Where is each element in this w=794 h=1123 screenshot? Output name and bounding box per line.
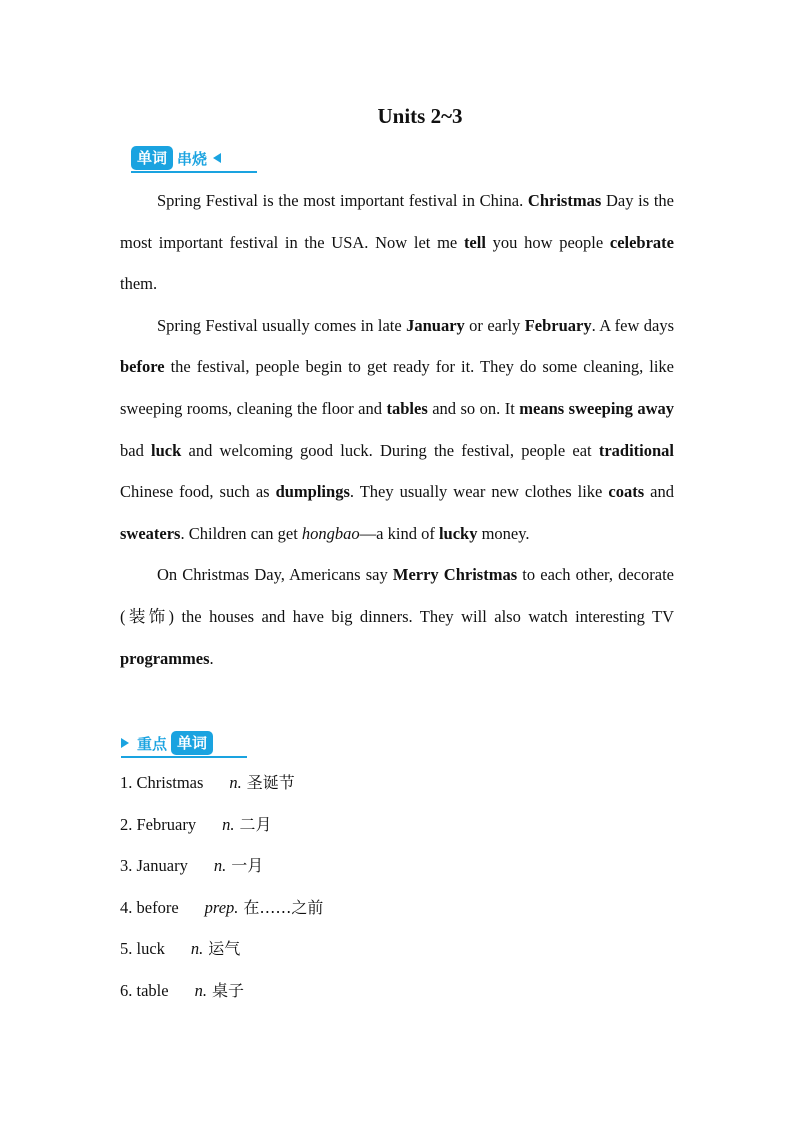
page-title: Units 2~3 [377,104,463,128]
passage-text: Spring Festival usually comes in late [157,315,407,335]
passage-text: —a kind of [359,523,439,543]
key-word: before [120,357,165,377]
vocab-number: 6. [120,980,133,1000]
triangle-right-icon [121,738,129,748]
vocab-part-of-speech: n. [229,773,242,792]
key-word: means sweeping away [519,398,674,418]
passage-text: them. [120,274,158,294]
vocab-part-of-speech: prep. [204,897,239,917]
key-word: sweaters [120,523,181,543]
vocab-meaning: 二月 [239,814,272,834]
key-word: dumplings [275,482,350,502]
vocab-word: luck [136,939,165,959]
passage-text: . They usually wear new clothes like [349,482,609,502]
passage-text: and [644,482,674,502]
vocab-word: February [136,814,197,834]
section-header-box: 单词 [131,146,173,170]
passage-text: Spring Festival is the most important festival in China. [157,191,528,210]
vocab-part-of-speech: n. [190,939,204,959]
vocab-number: 3. [120,856,133,876]
section-header-key-words [121,730,213,756]
vocab-word: before [136,897,179,917]
passage-text: to each other, decorate (装饰) the houses and have big dinners. They will also watch interesting TV [120,565,674,626]
triangle-left-icon [213,153,221,163]
key-word: coats [608,482,645,502]
passage-text: . Children can get [180,523,302,543]
vocab-meaning: 运气 [208,939,241,959]
vocab-item [120,804,674,846]
key-word: January [406,315,465,335]
key-word: lucky [438,523,478,543]
passage-text: money. [477,523,530,543]
vocab-part-of-speech: n. [222,814,235,834]
passage-text: Day is the most important festival in the USA. Now let me [120,191,674,252]
vocab-word: January [136,856,188,876]
vocab-number: 4. [120,897,133,917]
key-word: traditional [598,440,674,460]
passage-text: and welcoming good luck. During the festival, people eat [181,440,599,460]
vocab-part-of-speech: n. [194,980,207,1000]
key-word: tell [463,232,486,252]
section-header-text: 重点 [137,734,168,753]
key-word: Merry Christmas [392,565,518,585]
vocab-word: table [136,980,169,1000]
vocab-meaning: 在……之前 [243,897,324,917]
passage [120,180,674,679]
key-word: tables [386,398,428,418]
passage-text: the festival, people begin to get ready for it. They do some cleaning, like sweeping rooms, cleaning the floor and [120,357,674,418]
italic-word: hongbao [301,523,360,543]
passage-text: On Christmas Day, Americans say [157,565,393,585]
vocab-item [120,845,674,887]
passage-text: bad [120,440,152,460]
key-word: Christmas [527,191,602,210]
vocab-number: 2. [120,814,133,834]
passage-text: you how people [485,232,610,252]
passage-text: . A few days [591,315,674,335]
key-word: celebrate [609,232,674,252]
passage-paragraph [120,180,674,305]
passage-paragraph [120,554,674,679]
passage-text: and so on. It [427,398,520,418]
key-word: programmes [120,648,210,668]
vocab-item [120,970,674,1012]
passage-text: or early [464,315,525,335]
section-header-word-string [131,145,221,171]
key-word: luck [151,440,182,460]
vocab-part-of-speech: n. [213,856,227,876]
vocab-item [120,887,674,929]
section-header-text: 串烧 [177,149,208,168]
section-header-underline [121,756,247,758]
vocab-number: 5. [120,939,133,959]
passage-paragraph [120,305,674,555]
vocab-word: Christmas [136,773,204,792]
vocab-meaning: 一月 [231,856,264,876]
vocab-item [120,762,674,804]
section-header-underline [131,171,257,173]
vocab-meaning: 圣诞节 [246,773,295,792]
passage-text: . [209,648,214,668]
passage-text: Chinese food, such as [120,482,276,502]
vocab-meaning: 桌子 [211,980,244,1000]
vocab-list [120,762,674,1012]
key-word: February [524,315,592,335]
section-header-box: 单词 [171,731,213,755]
vocab-number: 1. [120,773,133,792]
vocab-item [120,928,674,970]
